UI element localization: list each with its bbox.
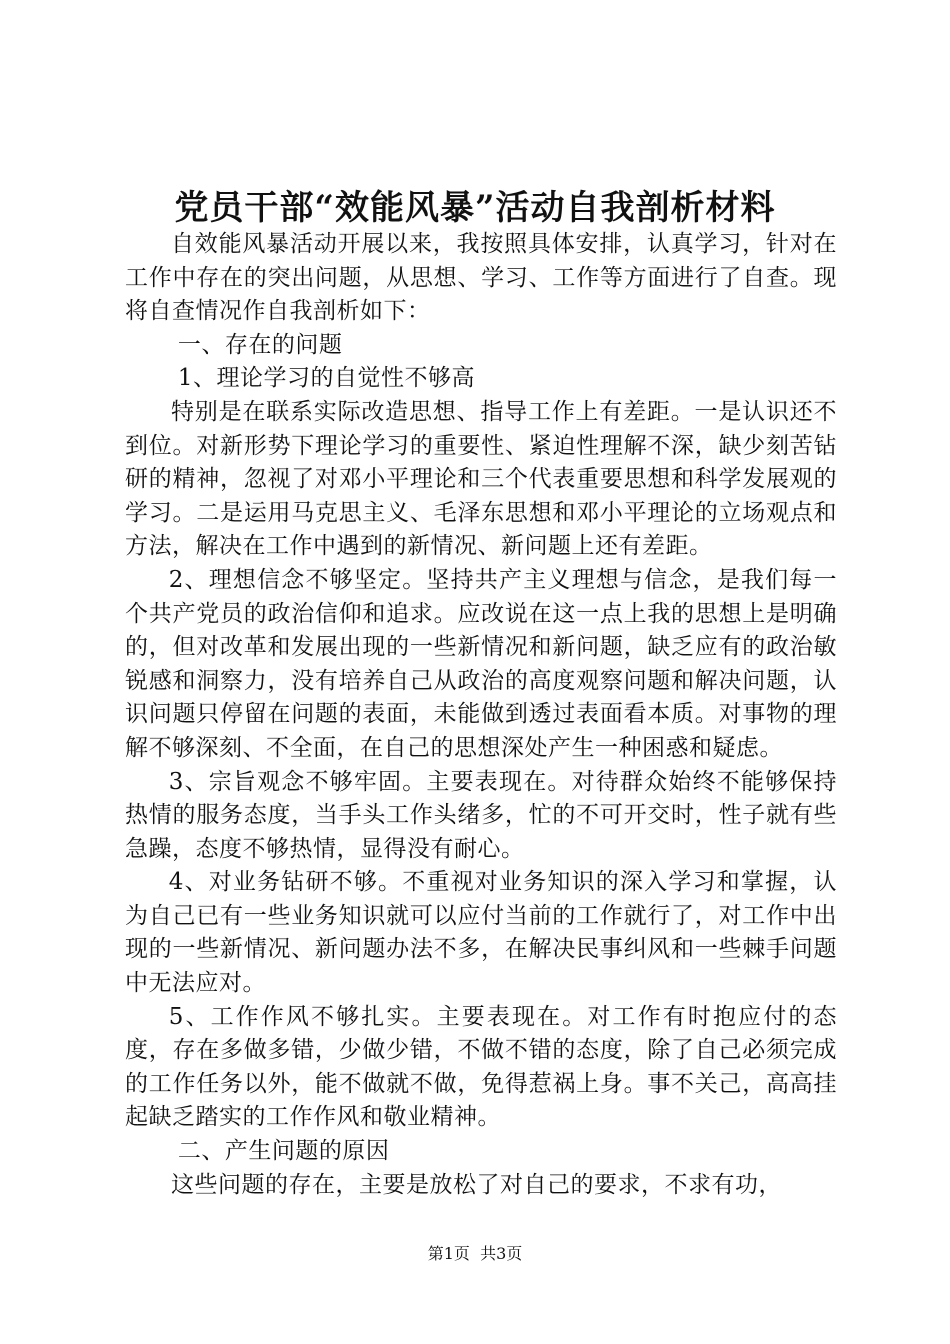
paragraph-ideals-beliefs: 2、理想信念不够坚定。坚持共产主义理想与信念，是我们每一个共产党员的政治信仰和追求。应改说在这一点上我的思想上是明确的，但对改革和发展出现的一些新情况和新问题，缺乏应有的政治敏锐感和洞察力，没有培养自己从政治的高度观察问题和解决问题，认识问题只停留在问题的表面，未能做到透过表面看本质。对事物的理解不够深刻、不全面，在自己的思想深处产生一种困惑和疑虑。 bbox=[125, 566, 837, 761]
document-title: 党员干部“效能风暴”活动自我剖析材料 bbox=[174, 188, 776, 228]
page-footer: 第1页 共3页 bbox=[427, 1244, 523, 1263]
paragraph-theory-study: 特别是在联系实际改造思想、指导工作上有差距。一是认识还不到位。对新形势下理论学习的重要性、紧迫性理解不深，缺少刻苦钻研的精神，忽视了对邓小平理论和三个代表重要思想和科学发展观的学习。二是运用马克思主义、毛泽东思想和邓小平理论的立场观点和方法，解决在工作中遇到的新情况、新问题上还有差距。 bbox=[125, 398, 837, 560]
section-heading-causes: 二、产生问题的原因 bbox=[177, 1138, 390, 1165]
paragraph-purpose-concept: 3、宗旨观念不够牢固。主要表现在。对待群众始终不能够保持热情的服务态度，当手头工作头绪多，忙的不可开交时，性子就有些急躁，态度不够热情，显得没有耐心。 bbox=[125, 768, 837, 862]
paragraph-causes: 这些问题的存在，主要是放松了对自己的要求，不求有功， bbox=[171, 1171, 782, 1198]
section-heading-problems: 一、存在的问题 bbox=[177, 331, 343, 358]
paragraph-business-study: 4、对业务钻研不够。不重视对业务知识的深入学习和掌握，认为自己已有一些业务知识就可以应付当前的工作就行了，对工作中出现的一些新情况、新问题办法不多，在解决民事纠风和一些棘手问题中无法应对。 bbox=[125, 869, 837, 997]
document-body bbox=[125, 228, 837, 1202]
intro-paragraph: 自效能风暴活动开展以来，我按照具体安排，认真学习，针对在工作中存在的突出问题，从思想、学习、工作等方面进行了自查。现将自查情况作自我剖析如下： bbox=[125, 231, 837, 325]
paragraph-work-style: 5、工作作风不够扎实。主要表现在。对工作有时抱应付的态度，存在多做多错，少做少错，不做不错的态度，除了自己必须完成的工作任务以外，能不做就不做，免得惹祸上身。事不关己，高高挂起缺乏踏实的工作作风和敬业精神。 bbox=[125, 1003, 837, 1131]
subheading-theory-study: 1、理论学习的自觉性不够高 bbox=[177, 365, 476, 392]
